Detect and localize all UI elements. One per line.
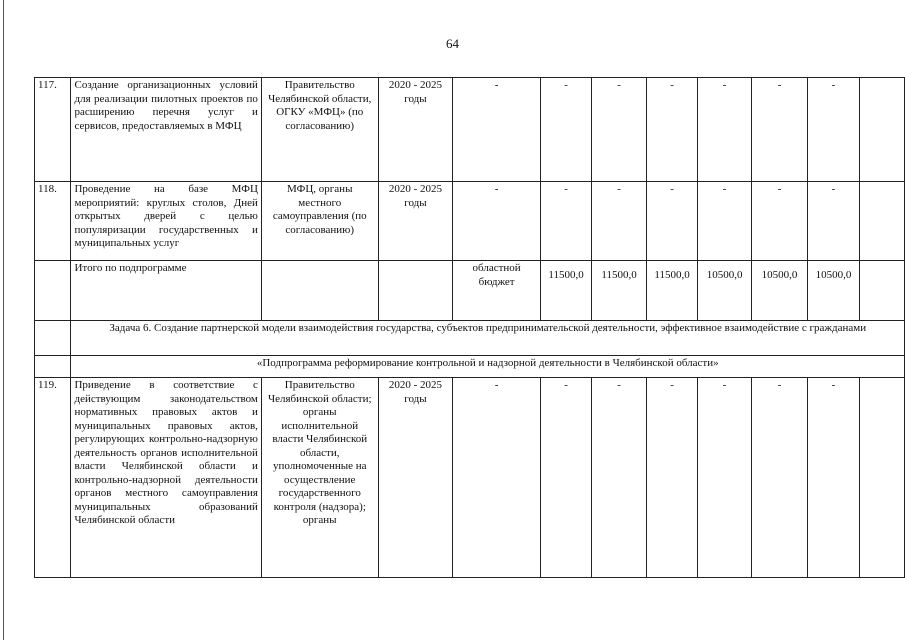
page-number: 64: [446, 36, 459, 51]
funding-cell: -: [646, 182, 698, 261]
task-title: Задача 6. Создание партнерской модели взаимодействия государства, субъектов предпринимательской деятельности, эффективное взаимодействие с гражданами: [71, 321, 905, 356]
funding-cell: -: [808, 182, 860, 261]
funding-cell: -: [453, 182, 540, 261]
funding-cell: [859, 378, 904, 578]
funding-cell: [859, 182, 904, 261]
executor: МФЦ, органы местного самоуправления (по согласованию): [261, 182, 378, 261]
funding-cell: -: [698, 378, 751, 578]
page-left-edge-line: [3, 0, 4, 640]
funding-cell: -: [453, 378, 540, 578]
measure-name: Проведение на базе МФЦ мероприятий: круглых столов, Дней открытых дверей с целью популяризации государственных и муниципальных услуг: [71, 182, 261, 261]
funding-cell: 10500,0: [698, 261, 751, 321]
program-measures-table: [34, 77, 905, 578]
funding-cell: -: [698, 78, 751, 182]
funding-cell: 11500,0: [646, 261, 698, 321]
funding-cell: -: [453, 78, 540, 182]
empty-cell: [261, 261, 378, 321]
row-number: 119.: [35, 378, 71, 578]
subprogram-title: «Подпрограмма реформирование контрольной и надзорной деятельности в Челябинской области»: [71, 356, 905, 378]
funding-cell: -: [751, 182, 807, 261]
empty-cell: [35, 321, 71, 356]
funding-cell: -: [646, 378, 698, 578]
row-number: 118.: [35, 182, 71, 261]
empty-cell: [35, 356, 71, 378]
funding-cell: -: [592, 378, 646, 578]
period: 2020 - 2025 годы: [378, 378, 453, 578]
funding-source: областной бюджет: [453, 261, 540, 321]
funding-cell: -: [751, 78, 807, 182]
funding-cell: -: [540, 78, 592, 182]
row-number: 117.: [35, 78, 71, 182]
funding-cell: -: [698, 182, 751, 261]
executor: Правительство Челябинской области; органы исполнительной власти Челябинской области, уполномоченные на осуществление государственного контроля (надзора); органы: [261, 378, 378, 578]
task-row: [35, 321, 905, 356]
funding-cell: -: [808, 78, 860, 182]
empty-cell: [378, 261, 453, 321]
funding-cell: -: [646, 78, 698, 182]
measure-name: Приведение в соответствие с действующим законодательством нормативных правовых актов и муниципальных правовых актов, регулирующих контрольно-надзорную деятельность органов исполнительной власти Челябинской области и контрольно-надзорной деятельности органов местного самоуправления муниципальных образований Челябинской области: [71, 378, 261, 578]
table-row-117: [35, 78, 905, 182]
funding-cell: -: [592, 78, 646, 182]
funding-cell: [859, 78, 904, 182]
funding-cell: -: [808, 378, 860, 578]
funding-cell: 10500,0: [808, 261, 860, 321]
period: 2020 - 2025 годы: [378, 182, 453, 261]
funding-cell: [859, 261, 904, 321]
funding-cell: -: [592, 182, 646, 261]
measure-name: Создание организационных условий для реализации пилотных проектов по расширению перечня услуг и сервисов, предоставляемых в МФЦ: [71, 78, 261, 182]
funding-cell: -: [540, 182, 592, 261]
table-row-total: [35, 261, 905, 321]
total-label: Итого по подпрограмме: [71, 261, 261, 321]
subprogram-row: [35, 356, 905, 378]
table-row-118: [35, 182, 905, 261]
period: 2020 - 2025 годы: [378, 78, 453, 182]
funding-cell: -: [540, 378, 592, 578]
executor: Правительство Челябинской области, ОГКУ «МФЦ» (по согласованию): [261, 78, 378, 182]
funding-cell: -: [751, 378, 807, 578]
table-row-119: [35, 378, 905, 578]
funding-cell: 11500,0: [592, 261, 646, 321]
empty-cell: [35, 261, 71, 321]
funding-cell: 11500,0: [540, 261, 592, 321]
funding-cell: 10500,0: [751, 261, 807, 321]
